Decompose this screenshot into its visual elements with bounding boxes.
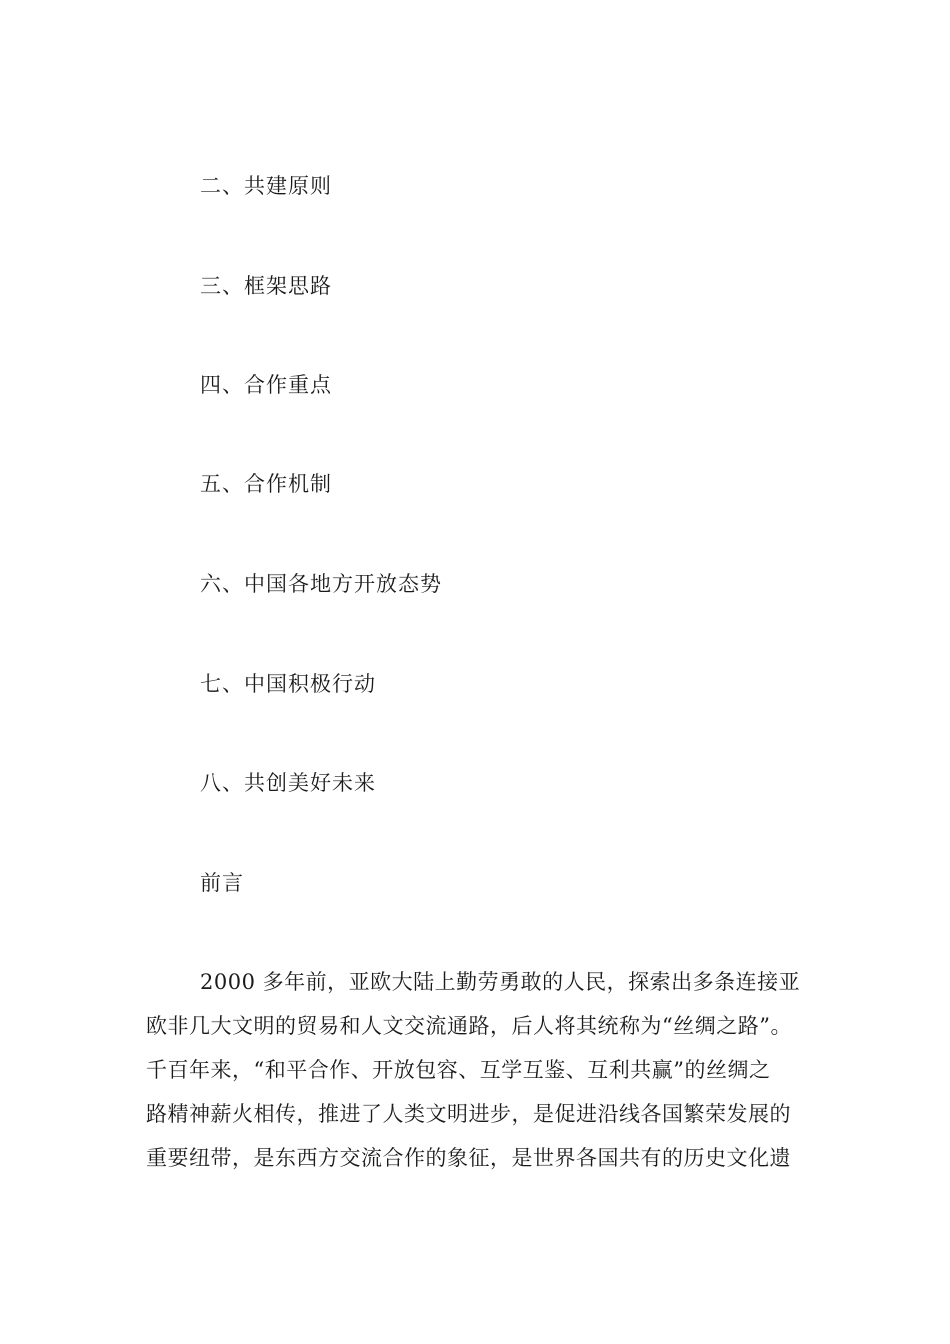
paragraph-line: 千百年来，“和平合作、开放包容、互学互鉴、互利共赢”的丝绸之 xyxy=(146,1058,771,1082)
toc-item-7: 七、中国积极行动 xyxy=(200,672,376,696)
toc-item-4: 四、合作重点 xyxy=(200,373,332,397)
paragraph-line: 重要纽带，是东西方交流合作的象征，是世界各国共有的历史文化遗 xyxy=(146,1146,791,1170)
toc-item-3: 三、框架思路 xyxy=(200,274,332,298)
toc-item-6: 六、中国各地方开放态势 xyxy=(200,572,442,596)
preface-heading: 前言 xyxy=(200,871,244,895)
preface-paragraph xyxy=(146,964,814,1184)
toc-item-2: 二、共建原则 xyxy=(200,174,332,198)
toc-item-5: 五、合作机制 xyxy=(200,472,332,496)
paragraph-line: 欧非几大文明的贸易和人文交流通路，后人将其统称为“丝绸之路”。 xyxy=(146,1014,792,1038)
paragraph-line: 2000 多年前，亚欧大陆上勤劳勇敢的人民，探索出多条连接亚 xyxy=(200,970,801,994)
paragraph-line: 路精神薪火相传，推进了人类文明进步，是促进沿线各国繁荣发展的 xyxy=(146,1102,791,1126)
toc-item-8: 八、共创美好未来 xyxy=(200,771,376,795)
